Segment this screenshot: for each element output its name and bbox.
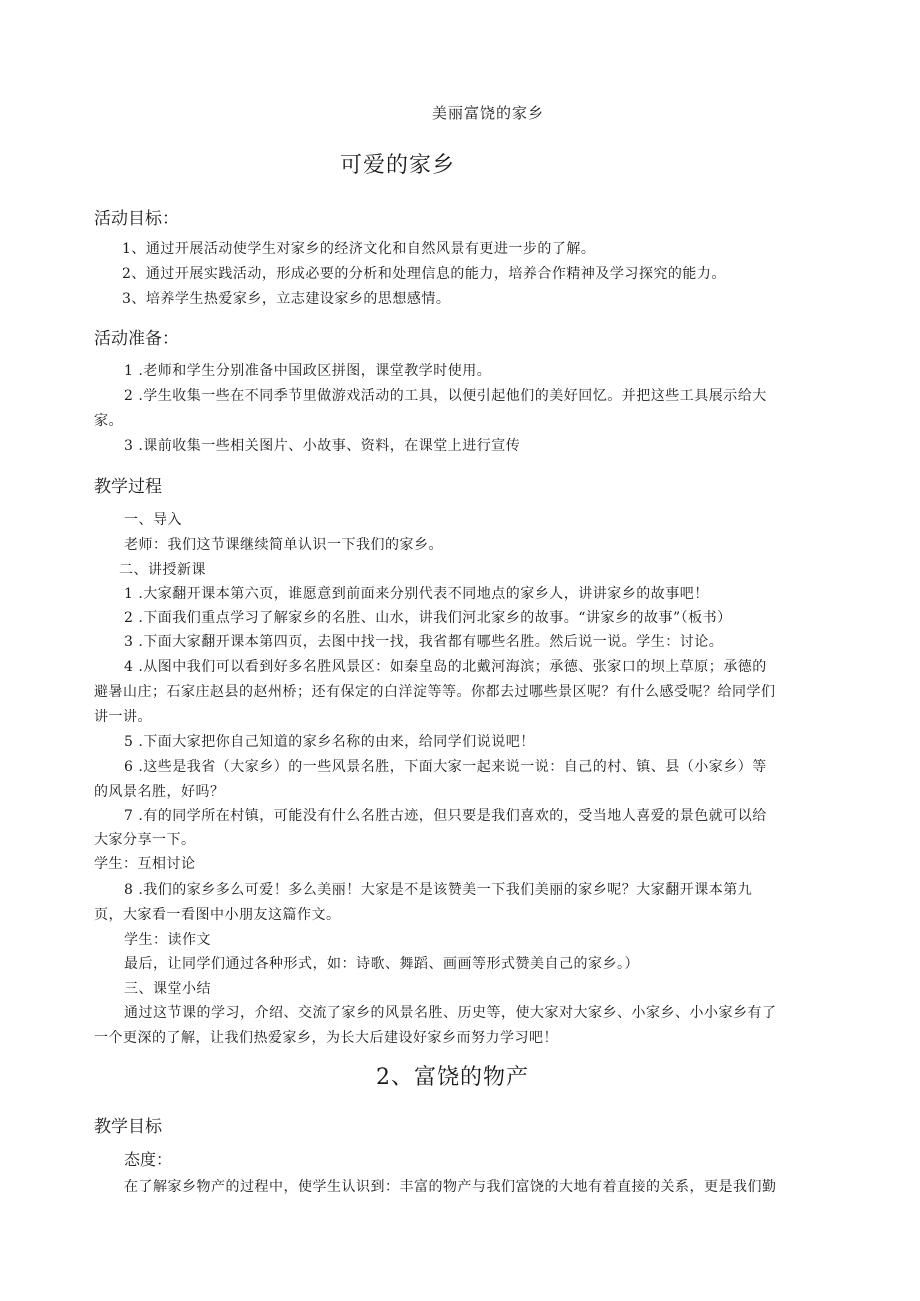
section2-line: 在了解家乡物产的过程中，使学生认识到：丰富的物产与我们富饶的大地有着直接的关系，更是我们勤 [124, 1179, 777, 1195]
process-line: 通过这节课的学习，介绍、交流了家乡的风景名胜、历史等，使大家对大家乡、小家乡、小小家乡有了 [124, 1005, 777, 1021]
goals-heading: 活动目标： [94, 209, 179, 229]
process-line: 8 .我们的家乡多么可爱！多么美丽！大家是不是该赞美一下我们美丽的家乡呢？大家翻开课本第九 [124, 882, 753, 898]
prep-item: 3 .课前收集一些相关图片、小故事、资料，在课堂上进行宣传 [124, 438, 521, 454]
goal-item: 3、培养学生热爱家乡，立志建设家乡的思想感情。 [122, 291, 451, 307]
section2-heading: 教学目标 [94, 1117, 162, 1137]
section2-title: 2、富饶的物产 [376, 1065, 529, 1090]
prep-item: 1 .老师和学生分别准备中国政区拼图，课堂教学时使用。 [124, 363, 492, 379]
process-line: 避暑山庄；石家庄赵县的赵州桥；还有保定的白洋淀等等。你都去过哪些景区呢？有什么感受呢？给同学们 [94, 684, 776, 700]
process-heading: 教学过程 [94, 477, 162, 497]
goal-item: 2、通过开展实践活动，形成必要的分析和处理信息的能力，培养合作精神及学习探究的能力。 [122, 266, 726, 282]
process-line: 老师：我们这节课继续简单认识一下我们的家乡。 [124, 537, 443, 553]
process-line: 二、讲授新课 [119, 562, 206, 578]
prep-item: 2 .学生收集一些在不同季节里做游戏活动的工具，以便引起他们的美好回忆。并把这些工具展示给大 [124, 388, 767, 404]
main-title: 可爱的家乡 [340, 153, 456, 178]
process-line: 7 .有的同学所在村镇，可能没有什么名胜古迹，但只要是我们喜欢的，受当地人喜爱的景色就可以给 [124, 808, 767, 824]
top-title: 美丽富饶的家乡 [432, 104, 545, 122]
goal-item: 1、通过开展活动使学生对家乡的经济文化和自然风景有更进一步的了解。 [122, 241, 596, 257]
process-line: 的风景名胜，好吗？ [94, 784, 225, 800]
process-line: 1 .大家翻开课本第六页，谁愿意到前面来分别代表不同地点的家乡人，讲讲家乡的故事吧！ [124, 586, 709, 602]
prep-heading: 活动准备： [94, 329, 179, 349]
process-line: 4 .从图中我们可以看到好多名胜风景区：如秦皇岛的北戴河海滨；承德、张家口的坝上草原；承德的 [124, 659, 767, 675]
process-line: 最后，让同学们通过各种形式，如：诗歌、舞蹈、画画等形式赞美自己的家乡。） [124, 956, 639, 972]
process-line: 5 .下面大家把你自己知道的家乡名称的由来，给同学们说说吧！ [124, 734, 535, 750]
process-line: 学生：互相讨论 [94, 856, 196, 872]
prep-item: 家。 [94, 413, 123, 429]
process-line: 一个更深的了解，让我们热爱家乡，为长大后建设好家乡而努力学习吧！ [94, 1030, 558, 1046]
process-line: 6 .这些是我省（大家乡）的一些风景名胜，下面大家一起来说一说：自己的村、镇、县（小家乡）等 [124, 759, 767, 775]
process-line: 学生：读作文 [124, 932, 211, 948]
process-line: 一、导入 [124, 512, 182, 528]
process-line: 大家分享一下。 [94, 832, 196, 848]
section2-sub-heading: 态度： [124, 1150, 173, 1169]
process-line: 3 .下面大家翻开课本第四页，去图中找一找，我省都有哪些名胜。然后说一说。学生：讨论。 [124, 634, 724, 650]
process-line: 三、课堂小结 [124, 981, 211, 997]
process-line: 2 .下面我们重点学习了解家乡的名胜、山水，讲我们河北家乡的故事。“讲家乡的故事”（板书） [124, 610, 732, 626]
process-line: 讲一讲。 [94, 709, 152, 725]
process-line: 页，大家看一看图中小朋友这篇作文。 [94, 907, 341, 923]
